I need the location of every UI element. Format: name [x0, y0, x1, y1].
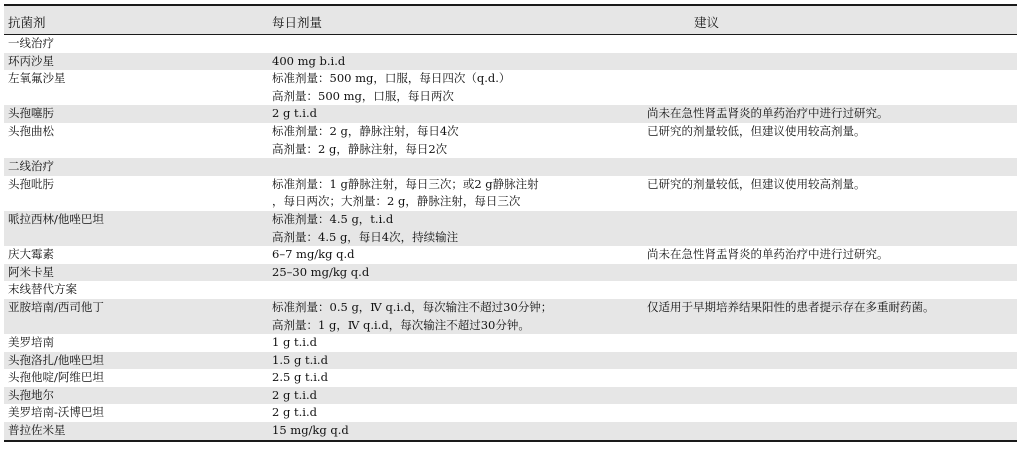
dose-line: 15 mg/kg q.d	[272, 423, 349, 438]
agent-cell: 美罗培南-沃博巴坦	[8, 405, 104, 420]
dose-cell	[272, 176, 539, 211]
table-row	[4, 123, 1017, 158]
dose-cell	[272, 404, 317, 422]
table-row	[4, 281, 1017, 299]
agent-cell: 哌拉西林/他唑巴坦	[8, 211, 104, 226]
agent-cell: 美罗培南	[8, 335, 54, 350]
table-row	[4, 334, 1017, 352]
dose-line: 标准剂量：500 mg，口服，每日四次（q.d.）	[272, 71, 511, 86]
table-row	[4, 404, 1017, 422]
dose-cell	[272, 123, 459, 158]
agent-cell: 庆大霉素	[8, 247, 54, 262]
agent-cell: 环丙沙星	[8, 53, 54, 68]
agent-cell: 亚胺培南/西司他丁	[8, 299, 104, 314]
table-row	[4, 264, 1017, 282]
dose-cell	[272, 105, 317, 123]
table-row	[4, 35, 1017, 53]
dose-line: 高剂量：4.5 g，每日4次，持续输注	[272, 229, 459, 244]
advice-cell: 已研究的剂量较低，但建议使用较高剂量。	[647, 176, 866, 191]
dose-cell	[272, 352, 328, 370]
dose-line: 标准剂量：0.5 g，Ⅳ q.i.d，每次输注不超过30分钟；	[272, 299, 553, 314]
agent-cell: 末线替代方案	[8, 282, 77, 297]
table-row	[4, 158, 1017, 176]
agent-cell: 头孢洛扎/他唑巴坦	[8, 352, 104, 367]
table-row	[4, 105, 1017, 123]
dose-cell	[272, 264, 369, 282]
advice-cell: 尚未在急性肾盂肾炎的单药治疗中进行过研究。	[647, 106, 889, 121]
header-dose: 每日剂量	[272, 15, 323, 30]
table-body	[4, 35, 1017, 440]
table-row	[4, 53, 1017, 71]
header-advice: 建议	[694, 15, 720, 30]
dose-cell	[272, 246, 355, 264]
dose-line: 1.5 g t.i.d	[272, 352, 328, 367]
table-row	[4, 352, 1017, 370]
advice-cell: 仅适用于早期培养结果阳性的患者提示存在多重耐药菌。	[647, 299, 935, 314]
dose-line: 6–7 mg/kg q.d	[272, 247, 355, 262]
table-row	[4, 299, 1017, 334]
table-row	[4, 70, 1017, 105]
dose-line: 标准剂量：4.5 g，t.i.d	[272, 211, 394, 226]
dose-line: 2 g t.i.d	[272, 405, 317, 420]
table-row	[4, 246, 1017, 264]
table-row	[4, 422, 1017, 440]
table-row	[4, 387, 1017, 405]
advice-cell: 尚未在急性肾盂肾炎的单药治疗中进行过研究。	[647, 247, 889, 262]
agent-cell: 头孢地尔	[8, 387, 54, 402]
dose-cell	[272, 299, 552, 334]
header-agent: 抗菌剂	[8, 15, 46, 30]
dose-line: 2 g t.i.d	[272, 106, 317, 121]
dose-cell	[272, 70, 510, 105]
agent-cell: 二线治疗	[8, 159, 54, 174]
table-row	[4, 369, 1017, 387]
dose-line: 标准剂量：2 g，静脉注射，每日4次	[272, 123, 459, 138]
agent-cell: 头孢噻肟	[8, 106, 54, 121]
dose-cell	[272, 334, 317, 352]
agent-cell: 阿米卡星	[8, 264, 54, 279]
dose-line: 2.5 g t.i.d	[272, 370, 328, 385]
agent-cell: 左氧氟沙星	[8, 71, 66, 86]
dose-line: 高剂量：500 mg，口服，每日两次	[272, 88, 454, 103]
dose-cell	[272, 211, 458, 246]
dose-line: 标准剂量：1 g静脉注射，每日三次；或2 g静脉注射	[272, 176, 539, 191]
dose-cell	[272, 387, 317, 405]
agent-cell: 头孢他啶/阿维巴坦	[8, 370, 104, 385]
dose-line: 400 mg b.i.d	[272, 53, 346, 68]
dose-cell	[272, 369, 328, 387]
dose-cell	[272, 422, 349, 440]
advice-cell: 已研究的剂量较低，但建议使用较高剂量。	[647, 123, 866, 138]
dose-line: 1 g t.i.d	[272, 335, 317, 350]
agent-cell: 头孢吡肟	[8, 176, 54, 191]
table-bottom-rule	[4, 440, 1017, 442]
dose-line: ，每日两次；大剂量：2 g，静脉注射，每日三次	[272, 194, 521, 209]
table-row	[4, 176, 1017, 211]
dose-line: 高剂量：1 g，Ⅳ q.i.d，每次输注不超过30分钟。	[272, 317, 530, 332]
dose-line: 25–30 mg/kg q.d	[272, 264, 370, 279]
antibiotic-dosage-table	[4, 4, 1017, 442]
table-header-row	[4, 6, 1017, 34]
agent-cell: 普拉佐米星	[8, 423, 66, 438]
dose-line: 高剂量：2 g，静脉注射，每日2次	[272, 141, 448, 156]
dose-line: 2 g t.i.d	[272, 387, 317, 402]
agent-cell: 头孢曲松	[8, 123, 54, 138]
agent-cell: 一线治疗	[8, 36, 54, 50]
dose-cell	[272, 53, 345, 71]
table-row	[4, 211, 1017, 246]
